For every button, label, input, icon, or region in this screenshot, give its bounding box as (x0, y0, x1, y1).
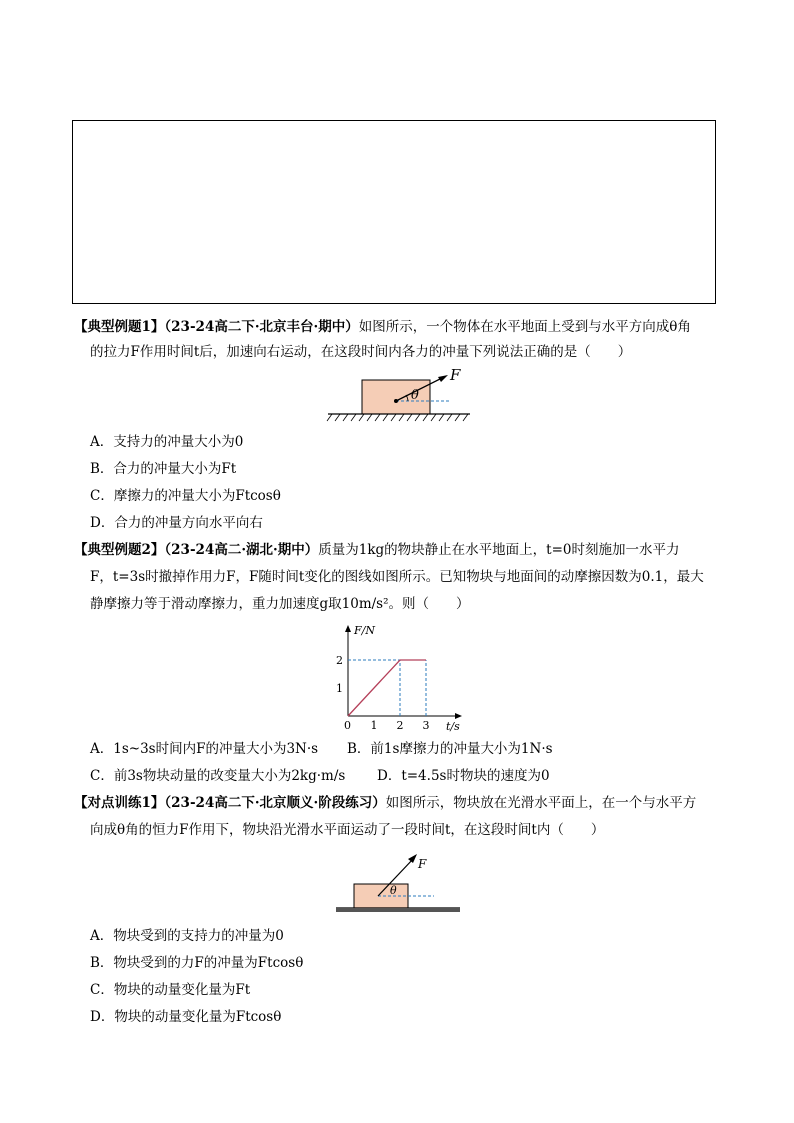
q1-stem-2: 的拉力F作用时间t后，加速向右运动，在这段时间内各力的冲量下列说法正确的是（ ） (90, 344, 632, 360)
y-tick-label-1: 1 (336, 682, 343, 695)
q2-stem-2: F，t=3s时撤掉作用力F，F随时间t变化的图线如图所示。已知物块与地面间的动摩擦因数为0.1，最大 (90, 569, 704, 585)
q3-option-c: C．物块的动量变化量为Ft (90, 982, 251, 998)
x-tick-label-2: 2 (396, 719, 404, 732)
q2-chart (326, 620, 466, 736)
q1-ground-hatch (327, 414, 468, 421)
y-axis-arrow (345, 625, 351, 632)
q1-force-label: F (450, 366, 461, 384)
q3-option-a: A．物块受到的支持力的冲量为0 (90, 928, 284, 944)
x-tick-label-3: 3 (422, 719, 430, 732)
q2-option-d: D．t=4.5s时物块的速度为0 (377, 768, 550, 784)
q1-angle-label: θ (411, 388, 419, 403)
q1-point (394, 399, 398, 403)
q3-option-d: D．物块的动量变化量为Ftcosθ (90, 1009, 282, 1025)
q3-force-label: F (418, 857, 427, 871)
q3-stem-2: 向成θ角的恒力F作用下，物块沿光滑水平面运动了一段时间t，在这段时间t内（ ） (90, 822, 605, 838)
q2-line-1 (74, 540, 679, 560)
q1-source: （23-24高二下·北京丰台·期中） (164, 319, 359, 335)
x-tick-label-1: 1 (370, 719, 378, 732)
q1-option-b: B．合力的冲量大小为Ft (90, 461, 237, 477)
q3-ground-hatch (336, 908, 460, 912)
q3-arrow-head (408, 854, 417, 863)
q2-option-c: C．前3s物块动量的改变量大小为2kg·m/s (90, 768, 346, 784)
q2-stem-3: 静摩擦力等于滑动摩擦力，重力加速度g取10m/s²。则（ ） (90, 596, 470, 612)
q2-option-b: B．前1s摩擦力的冲量大小为1N·s (347, 741, 553, 757)
q1-option-a: A．支持力的冲量大小为0 (90, 434, 244, 450)
y-axis-label: F/N (354, 624, 375, 637)
x-axis-arrow (455, 713, 462, 719)
x-axis-label: t/s (446, 720, 460, 733)
q2-stem-1: 质量为1kg的物块静止在水平地面上，t=0时刻施加一水平力 (318, 542, 680, 558)
q3-line-1 (74, 793, 696, 813)
q1-figure (324, 366, 474, 426)
q3-angle-label: θ (390, 884, 397, 897)
x-tick-label-0: 0 (344, 719, 351, 732)
q3-option-b: B．物块受到的力F的冲量为Ftcosθ (90, 955, 304, 971)
q1-option-c: C．摩擦力的冲量大小为Ftcosθ (90, 488, 281, 504)
q2-option-a: A．1s~3s时间内F的冲量大小为3N·s (90, 741, 319, 757)
q3-source: （23-24高二下·北京顺义·阶段练习） (164, 795, 386, 811)
q1-block (362, 380, 430, 414)
q1-stem-1: 如图所示，一个物体在水平地面上受到与水平方向成θ角 (358, 319, 691, 335)
q2-source: （23-24高二·湖北·期中） (164, 542, 319, 558)
y-tick-label-2: 2 (336, 654, 343, 667)
q3-figure (334, 848, 464, 918)
q3-tag: 【对点训练1】 (74, 795, 165, 811)
q2-tag: 【典型例题2】 (74, 542, 165, 558)
empty-answer-box (72, 120, 716, 304)
q1-option-d: D．合力的冲量方向水平向右 (90, 515, 263, 531)
q3-stem-1: 如图所示，物块放在光滑水平面上，在一个与水平方 (385, 795, 697, 811)
q1-tag: 【典型例题1】 (74, 319, 165, 335)
q1-arrow-head (438, 375, 448, 382)
series-line-0 (348, 660, 426, 716)
q1-line-1 (74, 317, 691, 337)
